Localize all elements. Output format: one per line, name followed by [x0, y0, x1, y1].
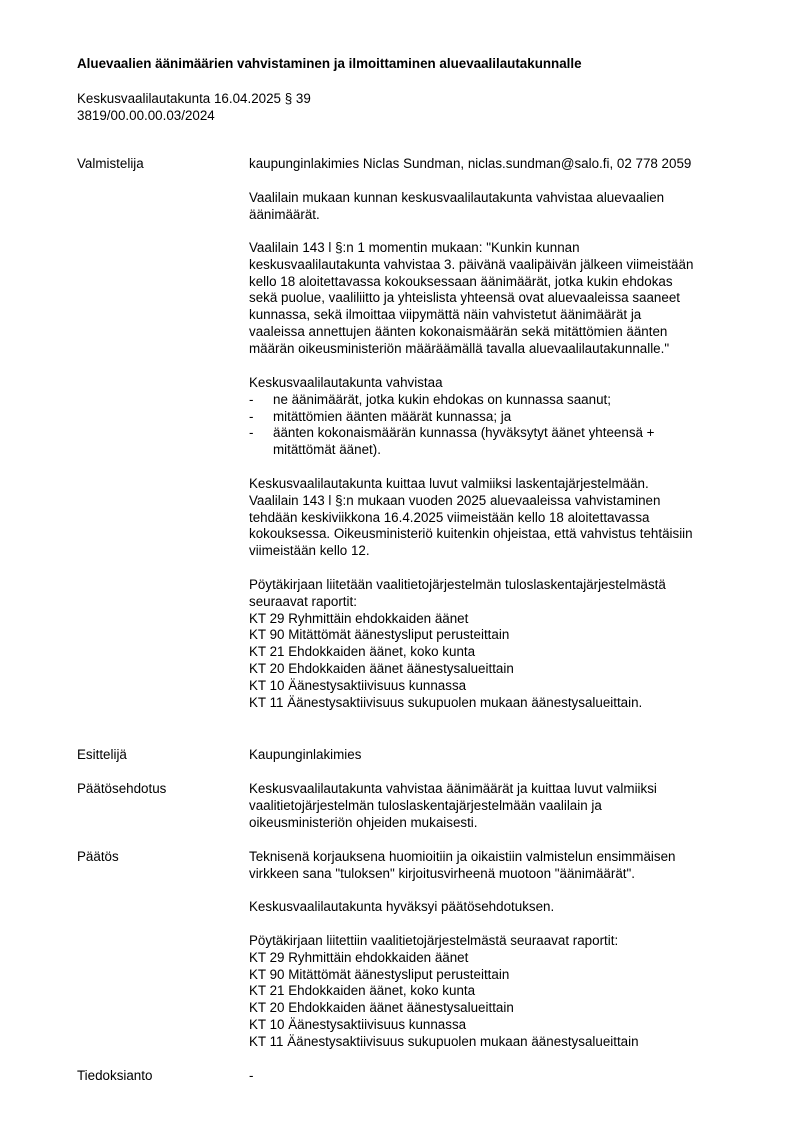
paragraph-line: Keskusvaalilautakunta kuittaa luvut valmiiksi laskentajärjestelmään.	[249, 476, 649, 491]
report-item: KT 20 Ehdokkaiden äänet äänestysalueittain	[249, 660, 514, 676]
paragraph-line: määrän oikeusministeriön määräämällä tavalla aluevaalilautakunnalle."	[249, 340, 670, 356]
preparer-contact: kaupunginlakimies Niclas Sundman, niclas.sundman@salo.fi, 02 778 2059	[249, 156, 692, 171]
paragraph-line: sekä puolue, vaaliliitto ja yhteislista yhteensä ovat aluevaaleissa saaneet	[249, 290, 680, 306]
schedule-paragraph	[249, 476, 749, 560]
report-item: KT 90 Mitättömät äänestysliput perusteittain	[249, 627, 510, 643]
report-item: KT 29 Ryhmittäin ehdokkaiden äänet	[249, 949, 469, 965]
report-item: KT 11 Äänestysaktiivisuus sukupuolen mukaan äänestysalueittain.	[249, 694, 643, 710]
label-valmistelija: Valmistelija	[77, 156, 144, 171]
bullet-item: - ne äänimäärät, jotka kukin ehdokas on kunnassa saanut;	[249, 391, 611, 407]
paragraph-line: kello 18 aloitettavassa kokouksessaan äänimäärät, jotka kukin ehdokas	[249, 273, 673, 289]
valmistelija-section	[249, 156, 749, 173]
meeting-reference: Keskusvaalilautakunta 16.04.2025 § 39	[77, 91, 311, 106]
label-tiedoksianto: Tiedoksianto	[77, 1068, 153, 1083]
paragraph-line: keskusvaalilautakunta vahvistaa 3. päivänä vaalipäivän jälkeen viimeistään	[249, 256, 694, 272]
intro-paragraph	[249, 190, 749, 224]
report-item: KT 21 Ehdokkaiden äänet, koko kunta	[249, 983, 476, 999]
report-item: KT 11 Äänestysaktiivisuus sukupuolen mukaan äänestysalueittain	[249, 1033, 639, 1049]
report-item: KT 20 Ehdokkaiden äänet äänestysalueittain	[249, 1000, 514, 1016]
tiedoksianto-value	[249, 1068, 749, 1085]
reports-lead: Pöytäkirjaan liitettiin vaalitietojärjestelmästä seuraavat raportit:	[249, 933, 619, 948]
decision-reports-block	[249, 933, 749, 1051]
paragraph-line: tehdään keskiviikkona 16.4.2025 viimeistään kello 18 aloitettavassa	[249, 509, 650, 525]
reports-lead: seuraavat raportit:	[249, 593, 357, 609]
paragraph-line: Vaalilain 143 l §:n 1 momentin mukaan: "Kunkin kunnan	[249, 240, 580, 255]
bullet-item: - äänten kokonaismäärän kunnassa (hyväksytyt äänet yhteensä +	[249, 425, 655, 441]
correction-paragraph	[249, 849, 749, 883]
paragraph-line: Vaalilain mukaan kunnan keskusvaalilautakunta vahvistaa aluevaalien	[249, 190, 665, 205]
bullet-item: - mitättömien äänten määrät kunnassa; ja	[249, 408, 512, 424]
notification-value: -	[249, 1068, 254, 1083]
reports-list-block	[249, 577, 749, 711]
label-paatosehdotus: Päätösehdotus	[77, 781, 167, 796]
report-item: KT 90 Mitättömät äänestysliput perusteittain	[249, 966, 510, 982]
paragraph-line: virkkeen sana "tuloksen" kirjoitusvirheenä muotoon "äänimäärät".	[249, 865, 635, 881]
label-esittelija: Esittelijä	[77, 747, 127, 762]
report-item: KT 29 Ryhmittäin ehdokkaiden äänet	[249, 610, 469, 626]
document-meta	[77, 91, 311, 125]
paragraph-line: viimeistään kello 12.	[249, 543, 370, 559]
paragraph-line: kunnassa, sekä ilmoittaa viipymättä näin vahvistetut äänimäärät ja	[249, 307, 642, 323]
paragraph-line: vaalitietojärjestelmän tuloslaskentajärjestelmään vaalilain ja	[249, 797, 602, 813]
approval-text: Keskusvaalilautakunta hyväksyi päätösehdotuksen.	[249, 899, 555, 914]
paragraph-line: vaaleissa annettujen äänten kokonaismäärän sekä mitättömien äänten	[249, 323, 668, 339]
confirms-lead: Keskusvaalilautakunta vahvistaa	[249, 375, 443, 390]
presenter: Kaupunginlakimies	[249, 747, 362, 762]
report-item: KT 10 Äänestysaktiivisuus kunnassa	[249, 1016, 467, 1032]
report-item: KT 10 Äänestysaktiivisuus kunnassa	[249, 677, 467, 693]
paragraph-line: oikeusministeriön ohjeiden mukaisesti.	[249, 814, 478, 830]
law-quote-paragraph	[249, 240, 749, 358]
paragraph-line: äänimäärät.	[249, 206, 320, 222]
proposal-paragraph	[249, 781, 749, 831]
bullet-item-continuation: mitättömät äänet).	[273, 442, 381, 458]
paragraph-line: Keskusvaalilautakunta vahvistaa äänimäärät ja kuittaa luvut valmiiksi	[249, 781, 657, 796]
paragraph-line: kokouksessa. Oikeusministeriö kuitenkin ohjeistaa, että vahvistus tehtäisiin	[249, 526, 693, 542]
report-item: KT 21 Ehdokkaiden äänet, koko kunta	[249, 644, 476, 660]
reports-lead: Pöytäkirjaan liitetään vaalitietojärjestelmän tuloslaskentajärjestelmästä	[249, 577, 666, 592]
document-title: Aluevaalien äänimäärien vahvistaminen ja ilmoittaminen aluevaalilautakunnalle	[77, 56, 582, 71]
paragraph-line: Teknisenä korjauksena huomioitiin ja oikaistiin valmistelun ensimmäisen	[249, 849, 676, 864]
confirms-list-block	[249, 375, 749, 459]
approval-paragraph	[249, 899, 749, 916]
esittelija-value	[249, 747, 749, 764]
label-paatos: Päätös	[77, 849, 119, 864]
paragraph-line: Vaalilain 143 l §:n mukaan vuoden 2025 aluevaaleissa vahvistaminen	[249, 492, 661, 508]
case-number: 3819/00.00.00.03/2024	[77, 107, 215, 123]
